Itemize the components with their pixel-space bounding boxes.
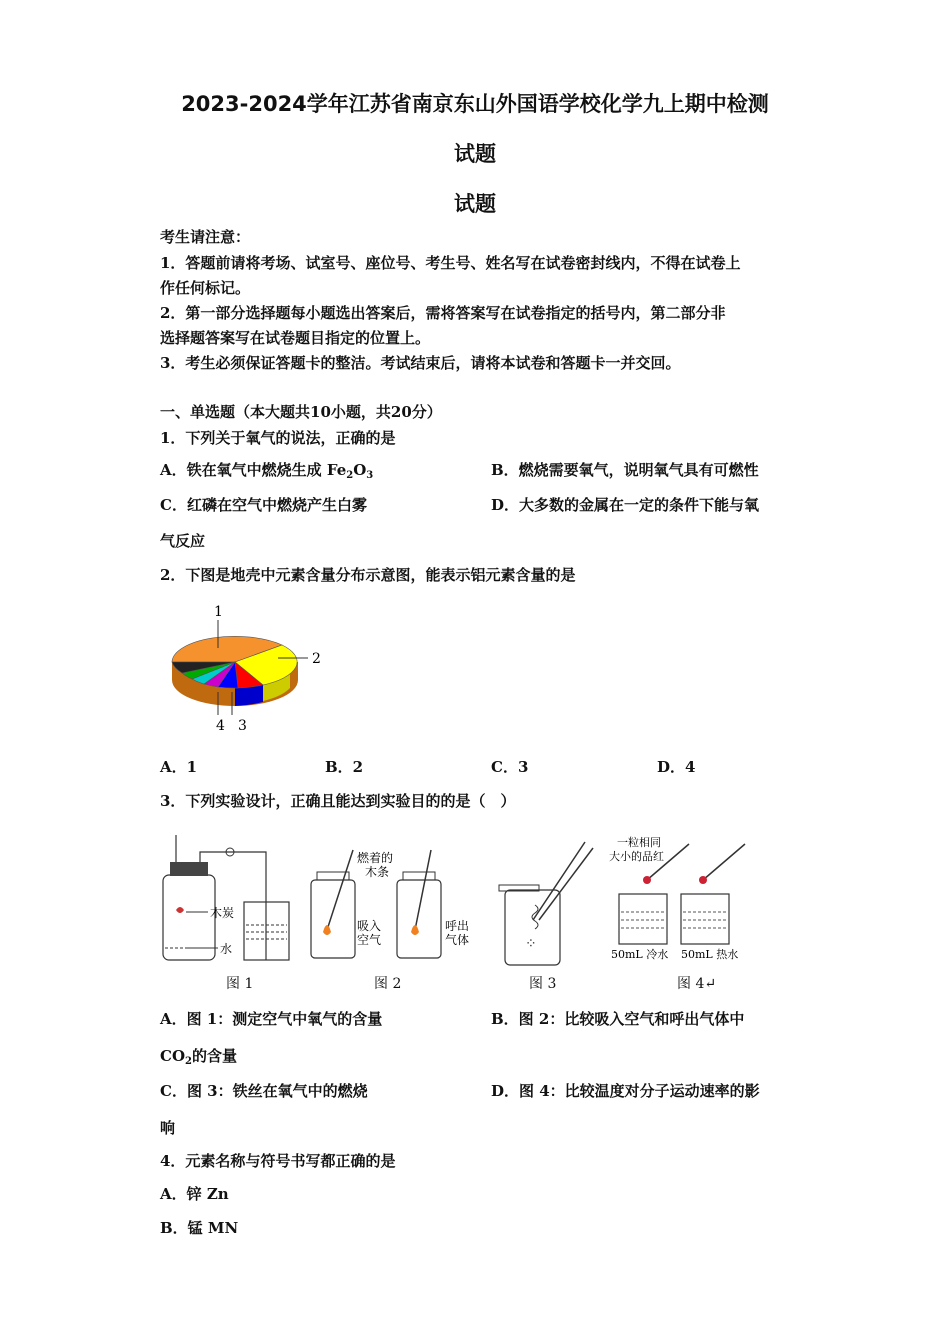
fig4-label-cold: 50mL 冷水 <box>611 948 669 961</box>
q3-option-d-cont: 响 <box>160 1119 176 1137</box>
q2-option-a[interactable]: A．1 <box>160 758 198 776</box>
pie-label-1: 1 <box>214 604 223 620</box>
fig2-stick-right <box>415 850 431 930</box>
fig2-flame-left-icon <box>323 925 331 935</box>
q1-option-c[interactable]: C．红磷在空气中燃烧产生白雾 <box>160 496 367 514</box>
fig4-spoon-right <box>703 844 745 880</box>
fig3-tongs <box>533 842 585 920</box>
q2-option-d[interactable]: D．4 <box>657 758 696 776</box>
fig1-charcoal-icon <box>176 907 184 913</box>
fig2-label-inhale: 吸入 <box>357 919 382 933</box>
fig4-crystal-right-icon <box>699 876 707 884</box>
notice-item-1: 1．答题前请将考场、试室号、座位号、考生号、姓名写在试卷密封线内，不得在试卷上 <box>160 254 741 272</box>
q1-option-a-text: A．铁在氧气中燃烧生成 Fe <box>160 461 347 479</box>
q3-option-c[interactable]: C．图 3：铁丝在氧气中的燃烧 <box>160 1082 368 1100</box>
section-heading: 一、单选题（本大题共10小题，共20分） <box>160 403 442 421</box>
notice-item-3: 3．考生必须保证答题卡的整洁。考试结束后，请将本试卷和答题卡一并交回。 <box>160 354 681 372</box>
q1-option-a[interactable] <box>160 459 373 481</box>
q3-option-b[interactable]: B．图 2：比较吸入空气和呼出气体中 <box>491 1010 745 1028</box>
fig2-bottle-right <box>397 880 441 958</box>
q2-stem: 2．下图是地壳中元素含量分布示意图，能表示铝元素含量的是 <box>160 566 576 584</box>
q1-stem: 1．下列关于氧气的说法，正确的是 <box>160 429 396 447</box>
page-subtitle: 试题 <box>454 192 496 216</box>
q3-option-d[interactable]: D．图 4：比较温度对分子运动速率的影 <box>491 1082 760 1100</box>
fig4-label-hot: 50mL 热水 <box>681 948 739 961</box>
figure-4-apparatus <box>605 832 765 972</box>
q1-option-a-mid: O <box>353 461 367 479</box>
notice-heading: 考生请注意： <box>160 228 251 246</box>
page-title-line2: 试题 <box>454 142 496 166</box>
fig4-beaker-cold <box>619 894 667 944</box>
q2-option-b[interactable]: B．2 <box>325 758 364 776</box>
figure-1-caption: 图 1 <box>226 976 254 992</box>
notice-item-1-cont: 作任何标记。 <box>160 279 251 297</box>
q1-option-d-cont: 气反应 <box>160 532 206 550</box>
q3-option-b-sub: 2 <box>185 1056 192 1067</box>
pie-label-3: 3 <box>238 718 247 734</box>
q1-option-b[interactable]: B．燃烧需要氧气，说明氧气具有可燃性 <box>491 461 759 479</box>
notice-item-2: 2．第一部分选择题每小题选出答案后，需将答案写在试卷指定的括号内，第二部分非 <box>160 304 726 322</box>
pie-label-2: 2 <box>312 651 321 667</box>
q3-stem: 3．下列实验设计，正确且能达到实验目的的是（ ） <box>160 792 516 810</box>
q1-option-a-sub2: 3 <box>366 470 374 481</box>
q4-option-a[interactable]: A．锌 Zn <box>160 1185 229 1203</box>
q3-option-b-co: CO <box>160 1047 186 1065</box>
q3-option-b-suffix: 的含量 <box>191 1047 237 1065</box>
fig1-bottle <box>163 875 215 960</box>
fig1-stopper <box>170 862 208 876</box>
q4-option-b[interactable]: B．锰 MN <box>160 1219 239 1237</box>
page-title: 2023-2024学年江苏省南京东山外国语学校化学九上期中检测 <box>181 92 769 116</box>
figure-1-apparatus <box>158 830 298 970</box>
fig4-label2: 大小的品红 <box>609 850 664 863</box>
fig2-label-exhale: 呼出 <box>445 919 470 933</box>
fig2-stick-left <box>327 850 353 930</box>
q4-stem: 4．元素名称与符号书写都正确的是 <box>160 1152 396 1170</box>
fig2-label-stick2: 木条 <box>365 865 390 879</box>
fig4-beaker-hot <box>681 894 729 944</box>
figure-4-caption: 图 4↵ <box>677 976 717 992</box>
q3-option-b-cont <box>160 1045 237 1067</box>
figure-2-caption: 图 2 <box>374 976 402 992</box>
fig2-label-exhale2: 气体 <box>445 933 470 947</box>
fig2-bottle-left <box>311 880 355 958</box>
q1-option-a-sub1: 2 <box>346 470 354 481</box>
figure-3-apparatus <box>495 830 605 970</box>
q3-option-a[interactable]: A．图 1：测定空气中氧气的含量 <box>160 1010 383 1028</box>
fig2-label-inhale2: 空气 <box>357 933 382 947</box>
fig1-label-water: 水 <box>220 942 233 956</box>
notice-item-2-cont: 选择题答案写在试卷题目指定的位置上。 <box>160 329 431 347</box>
pie-label-4: 4 <box>216 718 225 734</box>
fig3-sparks-icon: ⁘ <box>525 936 537 952</box>
fig4-crystal-left-icon <box>643 876 651 884</box>
fig4-label: 一粒相同 <box>617 836 661 849</box>
fig3-bottle <box>505 890 560 965</box>
fig2-flame-right-icon <box>411 925 419 935</box>
fig1-label-charcoal: 木炭 <box>210 906 235 920</box>
q2-option-c[interactable]: C．3 <box>491 758 529 776</box>
q1-option-d[interactable]: D．大多数的金属在一定的条件下能与氧 <box>491 496 760 514</box>
fig2-label-stick: 燃着的 <box>357 851 394 865</box>
crust-element-pie-chart <box>160 600 335 740</box>
figure-2-apparatus <box>305 840 480 970</box>
figure-3-caption: 图 3 <box>529 976 557 992</box>
